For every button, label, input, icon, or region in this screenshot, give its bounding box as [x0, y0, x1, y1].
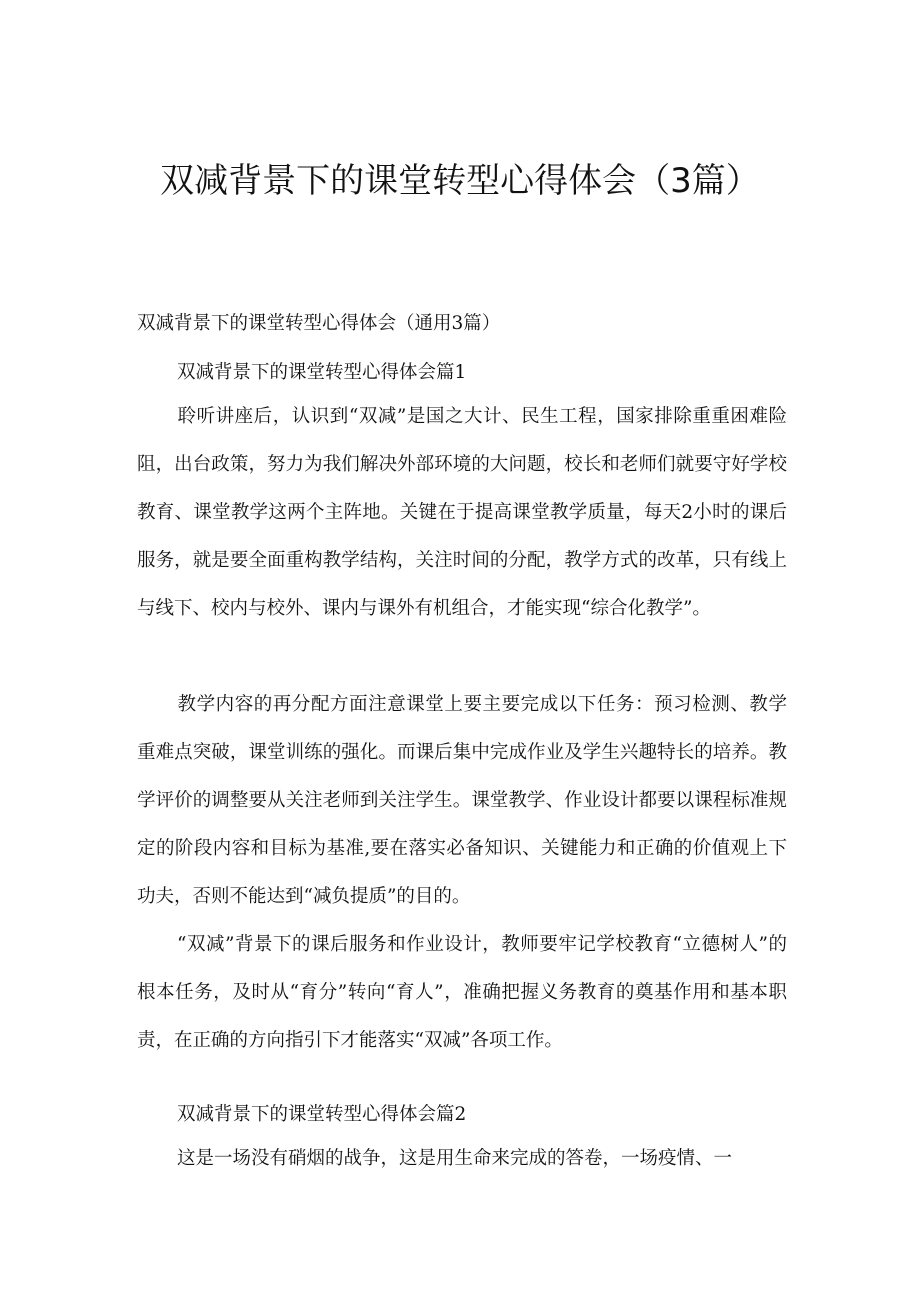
section-1-paragraph-1-text: 聆听讲座后，认识到“双减”是国之大计、民生工程，国家排除重重困难险阻，出台政策，努力为我们解决外部环境的大问题，校长和老师们就要守好学校教育、课堂教学这两个主阵地。关键在于提高课堂教学质量，每天2小时的课后服务，就是要全面重构教学结构，关注时间的分配，教学方式的改革，只有线上与线下、校内与校外、课内与课外有机组合，才能实现“综合化教学”。	[137, 406, 787, 619]
section-2-paragraph-1	[137, 1135, 787, 1183]
section-1-paragraph-2-text: 教学内容的再分配方面注意课堂上要主要完成以下任务：预习检测、教学重难点突破，课堂训练的强化。而课后集中完成作业及学生兴趣特长的培养。教学评价的调整要从关注老师到关注学生。课堂教学、作业设计都要以课程标准规定的阶段内容和目标为基准,要在落实必备知识、关键能力和正确的价值观上下功夫，否则不能达到“减负提质”的目的。	[137, 694, 787, 907]
section-2-paragraph-1-text: 这是一场没有硝烟的战争，这是用生命来完成的答卷，一场疫情、一	[177, 1148, 733, 1169]
document-subtitle: 双减背景下的课堂转型心得体会（通用3篇）	[137, 313, 501, 334]
section-1-paragraph-2	[137, 681, 787, 921]
section-1-heading: 双减背景下的课堂转型心得体会篇1	[177, 362, 467, 383]
document-title: 双减背景下的课堂转型心得体会（3篇）	[160, 161, 760, 201]
section-2-heading: 双减背景下的课堂转型心得体会篇2	[177, 1104, 467, 1125]
section-1-paragraph-1	[137, 393, 787, 633]
section-1-paragraph-3	[137, 921, 787, 1065]
section-1-paragraph-3-text: “双减”背景下的课后服务和作业设计，教师要牢记学校教育“立德树人”的根本任务，及时从“育分”转向“育人”，准确把握义务教育的奠基作用和基本职责，在正确的方向指引下才能落实“双减”各项工作。	[137, 934, 787, 1051]
